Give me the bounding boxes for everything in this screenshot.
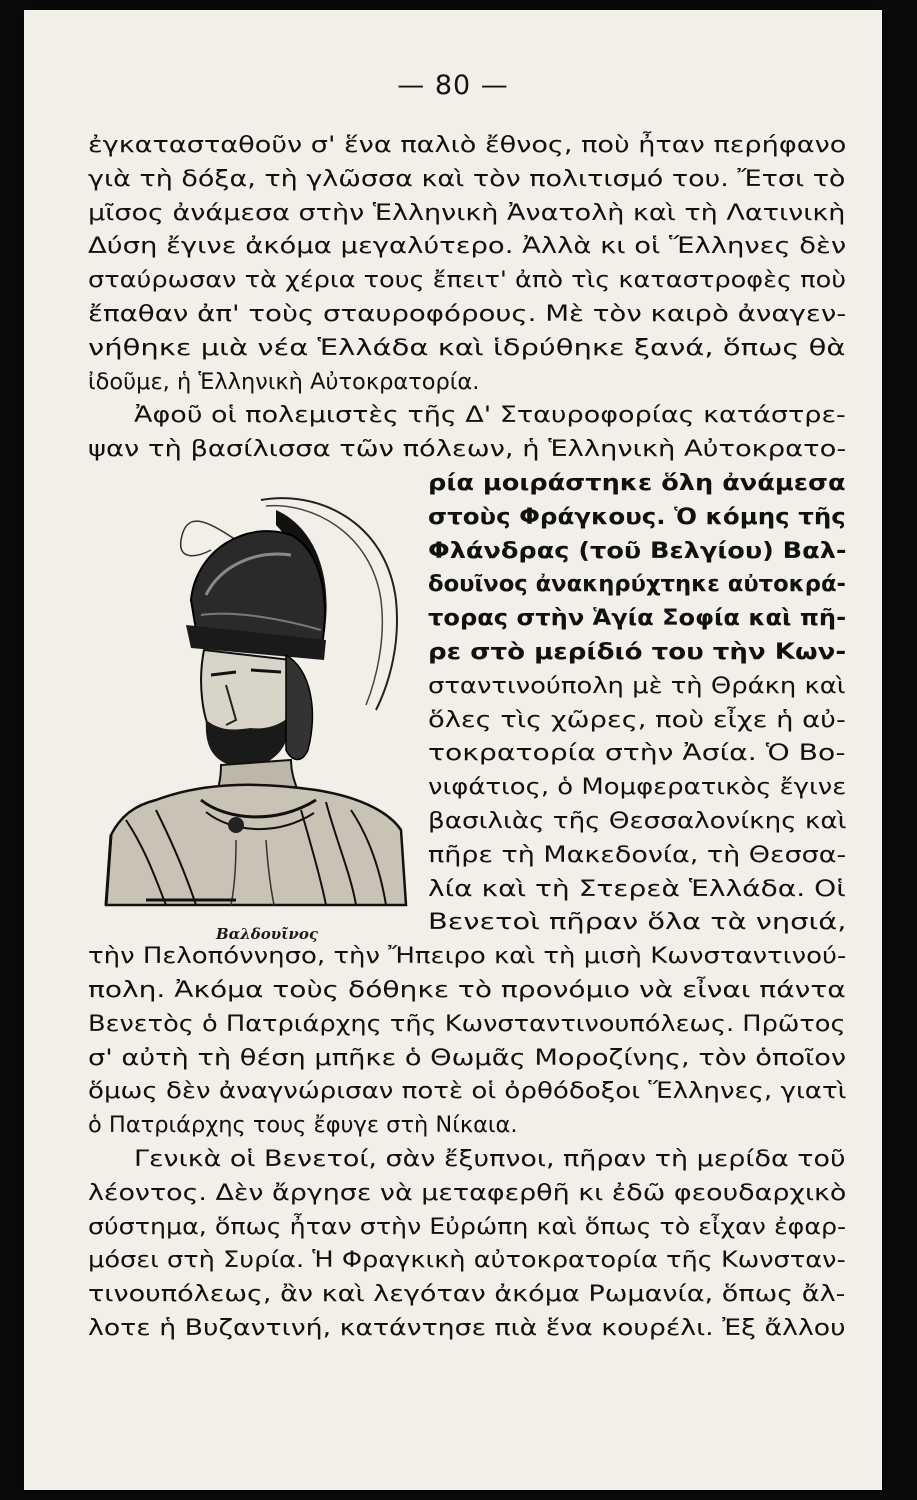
- text-line: ψαν τὴ βασίλισσα τῶν πόλεων, ἡ Ἑλληνικὴ Αὐτοκρατο-: [88, 436, 847, 463]
- text-line: λέοντος. Δὲν ἄργησε νὰ μεταφερθῆ κι ἐδῶ φεουδαρχικὸ: [88, 1179, 847, 1206]
- text-line: σταύρωσαν τὰ χέρια τους ἔπειτ' ἀπὸ τὶς καταστροφὲς ποὺ: [88, 267, 847, 294]
- text-line: Ἀφοῦ οἱ πολεμιστὲς τῆς Δ' Σταυροφορίας κατάστρε-: [134, 402, 846, 429]
- text-line: ὁ Πατριάρχης τους ἔφυγε στὴ Νίκαια.: [88, 1112, 518, 1139]
- text-line: σταντινούπολη μὲ τὴ Θράκη καὶ: [428, 672, 846, 699]
- text-line: πῆρε τὴ Μακεδονία, τὴ Θεσσα-: [428, 841, 847, 868]
- text-line: σ' αὐτὴ τὴ θέση μπῆκε ὁ Θωμᾶς Μοροζίνης, τὸν ὁποῖον: [88, 1044, 847, 1071]
- text-line: λία καὶ τὴ Στερεὰ Ἑλλάδα. Οἱ: [428, 875, 846, 902]
- text-line: ἔπαθαν ἀπ' τοὺς σταυροφόρους. Μὲ τὸν καιρὸ ἀναγεν-: [88, 301, 847, 327]
- figure-caption: Βαλδουῖνος: [216, 925, 318, 943]
- text-line: βασιλιὰς τῆς Θεσσαλονίκης καὶ: [428, 808, 847, 834]
- text-line: ρία μοιράστηκε ὅλη ἀνάμεσα: [428, 470, 846, 496]
- text-line: γιὰ τὴ δόξα, τὴ γλῶσσα καὶ τὸν πολιτισμό του. Ἔτσι τὸ: [88, 165, 846, 192]
- text-line: σύστημα, ὅπως ἦταν στὴν Εὐρώπη καὶ ὅπως τὸ εἶχαν ἐφαρ-: [88, 1213, 847, 1240]
- text-line: νήθηκε μιὰ νέα Ἑλλάδα καὶ ἱδρύθηκε ξανά, ὅπως θὰ: [88, 334, 846, 361]
- text-line: τινουπόλεως, ἂν καὶ λεγόταν ἀκόμα Ρωμανία, ὅπως ἄλ-: [88, 1281, 846, 1308]
- text-line: ρε στὸ μερίδιό του τὴν Κων-: [428, 639, 847, 665]
- text-line: Βενετὸς ὁ Πατριάρχης τῆς Κωνσταντινουπόλεως. Πρῶτος: [88, 1010, 846, 1037]
- text-line: Δύση ἔγινε ἀκόμα μεγαλύτερο. Ἀλλὰ κι οἱ Ἕλληνες δὲν: [88, 233, 847, 260]
- text-line: ὅλες τὶς χῶρες, ποὺ εἶχε ἡ αὐ-: [428, 706, 846, 733]
- page-number: — 80 —: [397, 70, 509, 101]
- text-line: Βενετοὶ πῆραν ὅλα τὰ νησιά,: [428, 909, 847, 936]
- text-line: νιφάτιος, ὁ Μομφερατικὸς ἔγινε: [428, 774, 847, 801]
- portrait-illustration: [86, 480, 416, 910]
- text-line: τὴν Πελοπόννησο, τὴν Ἤπειρο καὶ τὴ μισὴ Κωνσταντινού-: [88, 943, 847, 970]
- text-line: ὅμως δὲν ἀναγνώρισαν ποτὲ οἱ ὀρθόδοξοι Ἕλληνες, γιατὶ: [88, 1078, 847, 1105]
- text-line: δουῖνος ἀνακηρύχτηκε αὐτοκρά-: [428, 571, 846, 598]
- text-line: στοὺς Φράγκους. Ὁ κόμης τῆς: [428, 503, 846, 530]
- text-line: τοκρατορία στὴν Ἀσία. Ὁ Βο-: [428, 740, 846, 767]
- text-line: τορας στὴν Ἁγία Σοφία καὶ πῆ-: [428, 605, 847, 632]
- text-line: ἰδοῦμε, ἡ Ἑλληνικὴ Αὐτοκρατορία.: [88, 368, 480, 395]
- text-line: μῖσος ἀνάμεσα στὴν Ἑλληνικὴ Ἀνατολὴ καὶ τὴ Λατινικὴ: [88, 199, 846, 226]
- text-line: Φλάνδρας (τοῦ Βελγίου) Βαλ-: [428, 537, 847, 564]
- book-page: [24, 10, 882, 1490]
- text-line: μόσει στὴ Συρία. Ἡ Φραγκικὴ αὐτοκρατορία τῆς Κωνσταν-: [88, 1247, 846, 1274]
- text-line: πολη. Ἀκόμα τοὺς δόθηκε τὸ προνόμιο νὰ εἶναι πάντα: [88, 977, 846, 1003]
- baldwin-portrait-drawing: [86, 480, 416, 910]
- text-line: Γενικὰ οἱ Βενετοί, σὰν ἔξυπνοι, πῆραν τὴ μερίδα τοῦ: [134, 1146, 846, 1172]
- text-line: λοτε ἡ Βυζαντινή, κατάντησε πιὰ ἕνα κουρέλι. Ἐξ ἄλλου: [88, 1315, 846, 1341]
- text-line: ἐγκατασταθοῦν σ' ἕνα παλιὸ ἔθνος, ποὺ ἦταν περήφανο: [88, 132, 847, 158]
